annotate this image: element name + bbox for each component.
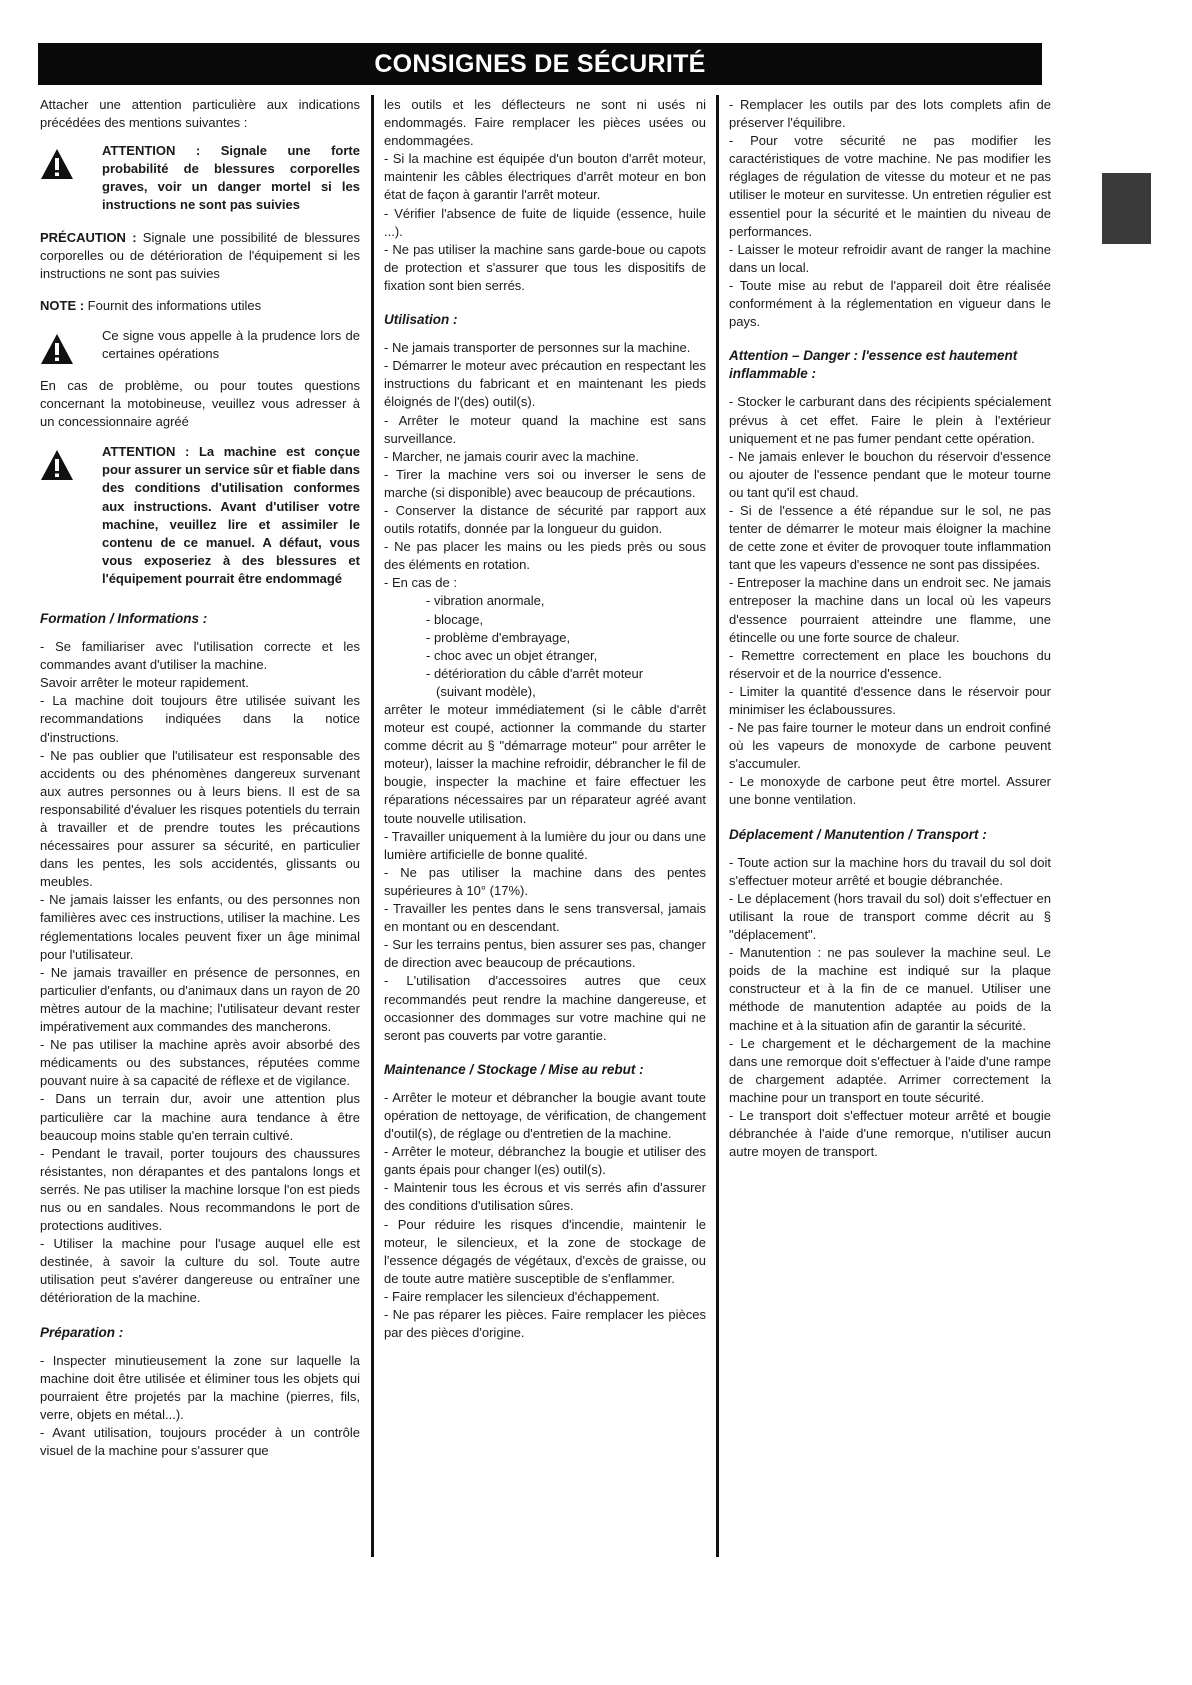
column-divider-1 xyxy=(371,95,374,1557)
paragraph: - Limiter la quantité d'essence dans le réservoir pour minimiser les éclaboussures. xyxy=(729,683,1051,717)
paragraph: - Travailler uniquement à la lumière du jour ou dans une lumière artificielle de bonne qualité. xyxy=(384,828,706,862)
paragraph: arrêter le moteur immédiatement (si le câble d'arrêt moteur est coupé, actionner la commande du starter comme décrit au § "démarrage moteur" pour arrêter le moteur), laisser la machine refroidir, débrancher le fil de bougie, inspecter la machine et faire effectuer les réparations nécessaires par un réparateur agréé avant toute nouvelle utilisation. xyxy=(384,702,706,826)
list-item: - blocage, xyxy=(426,611,484,627)
precaution-text: Signale une possibilité de blessures corporelles ou de détérioration de l'équipement si les instructions ne sont pas suivies xyxy=(40,229,360,281)
list-item: - choc avec un objet étranger, xyxy=(426,647,598,663)
heading-danger: Attention – Danger : l'essence est hautement inflammable : xyxy=(729,348,1018,382)
paragraph: - Maintenir tous les écrous et vis serrés afin d'assurer des conditions d'utilisation sûres. xyxy=(384,1180,706,1214)
paragraph: - Si la machine est équipée d'un bouton d'arrêt moteur, maintenir les câbles électriques d'arrêt moteur en bon état de façon à garantir l'arrêt moteur. xyxy=(384,151,706,203)
paragraph: - Le déplacement (hors travail du sol) doit s'effectuer en utilisant la roue de transport comme décrit au § "déplacement". xyxy=(729,890,1051,943)
precaution-label: PRÉCAUTION : xyxy=(40,229,137,245)
precaution-paragraph xyxy=(40,229,360,283)
note-paragraph xyxy=(40,297,360,315)
intro-text: Attacher une attention particulière aux indications précédées des mentions suivantes : xyxy=(40,97,360,131)
paragraph: - Stocker le carburant dans des récipients spécialement prévus à cet effet. Faire le plein à l'extérieur uniquement et ne pas fumer pendant cette opération. xyxy=(729,394,1051,446)
side-tab-marker xyxy=(1102,173,1151,244)
paragraph: - Dans un terrain dur, avoir une attention plus particulière car la machine aura tendance à être beaucoup moins stable qu'en terrain cultivé. xyxy=(40,1091,360,1143)
paragraph: - La machine doit toujours être utilisée suivant les recommandations indiquées dans la notice d'instructions. xyxy=(40,693,360,745)
paragraph: - Toute mise au rebut de l'appareil doit être réalisée conformément à la réglementation en vigueur dans le pays. xyxy=(729,277,1051,330)
heading-deplacement: Déplacement / Manutention / Transport : xyxy=(729,826,987,842)
column-1 xyxy=(40,96,360,1460)
paragraph: - Manutention : ne pas soulever la machine seul. Le poids de la machine est indiqué sur la plaque constructeur et à la fin de ce manuel. Utiliser une méthode de manutention adaptée au poids de la machine et à la situation afin de garantir la sécurité. xyxy=(729,945,1051,1033)
caution-box xyxy=(40,327,360,365)
paragraph: - Ne jamais transporter de personnes sur la machine. xyxy=(384,340,691,356)
paragraph: - Ne pas placer les mains ou les pieds près ou sous des éléments en rotation. xyxy=(384,539,706,573)
paragraph: - Inspecter minutieusement la zone sur laquelle la machine doit être utilisée et éliminer tous les objets qui pourraient être projetés par la machine (pierres, fils, verre, objets en métal...). xyxy=(40,1352,360,1422)
paragraph: - Pour réduire les risques d'incendie, maintenir le moteur, le silencieux, et la zone de stockage de l'essence dégagés de végétaux, d'excès de graisse, ou de toute autre matière susceptible de s'enflammer. xyxy=(384,1216,706,1286)
paragraph: - Remettre correctement en place les bouchons du réservoir et de la nourrice d'essence. xyxy=(729,647,1051,681)
list-item: (suivant modèle), xyxy=(436,683,536,699)
paragraph: Savoir arrêter le moteur rapidement. xyxy=(40,675,249,691)
paragraph: - Ne jamais laisser les enfants, ou des personnes non familières avec ces instructions, utiliser la machine. Les réglementations locales peuvent fixer un âge minimal pour l'utilisateur. xyxy=(40,892,360,962)
paragraph: - Utiliser la machine pour l'usage auquel elle est destinée, à savoir la culture du sol. Toute autre utilisation peut s'avérer dangereuse ou entraîner une détérioration de la machine. xyxy=(40,1236,360,1306)
paragraph: - Le transport doit s'effectuer moteur arrêté et bougie débranchée à l'aide d'une remorque, n'utiliser aucun autre moyen de transport. xyxy=(729,1107,1051,1160)
paragraph: - Arrêter le moteur, débranchez la bougie et utiliser des gants épais pour changer l(es) outil(s). xyxy=(384,1144,706,1178)
attention-box-2 xyxy=(40,443,360,588)
paragraph: - Arrêter le moteur quand la machine est sans surveillance. xyxy=(384,412,706,446)
paragraph: - Avant utilisation, toujours procéder à un contrôle visuel de la machine pour s'assurer que xyxy=(40,1425,360,1459)
paragraph: - Faire remplacer les silencieux d'échappement. xyxy=(384,1288,660,1304)
paragraph: - En cas de : xyxy=(384,575,457,591)
paragraph: - Sur les terrains pentus, bien assurer ses pas, changer de direction avec beaucoup de précautions. xyxy=(384,937,706,971)
heading-preparation: Préparation : xyxy=(40,1324,124,1340)
list-item: - problème d'embrayage, xyxy=(426,629,571,645)
paragraph: - Ne pas utiliser la machine dans des pentes supérieures à 10° (17%). xyxy=(384,864,706,898)
warning-triangle-icon xyxy=(40,449,74,481)
column-3 xyxy=(729,96,1051,1161)
paragraph: - L'utilisation d'accessoires autres que ceux recommandés peut rendre la machine dangereuse, et occasionner des dommages sur votre machine qui ne seront pas couverts par votre garantie. xyxy=(384,973,706,1043)
paragraph: - Le chargement et le déchargement de la machine dans une remorque doit s'effectuer à l'aide d'une rampe de chargement adaptée. Arrimer correctement la machine pour un transport en toute sécurité. xyxy=(729,1035,1051,1105)
paragraph: - Vérifier l'absence de fuite de liquide (essence, huile ...). xyxy=(384,205,706,239)
paragraph: les outils et les déflecteurs ne sont ni usés ni endommagés. Faire remplacer les pièces usées ou endommagées. xyxy=(384,97,706,149)
caution-sign-text: Ce signe vous appelle à la prudence lors de certaines opérations xyxy=(102,327,360,362)
paragraph: - Ne jamais travailler en présence de personnes, en particulier d'enfants, ou d'animaux dans un rayon de 20 mètres autour de la machine; l'utilisateur devant rester impérativement aux commandes des mancherons. xyxy=(40,964,360,1035)
paragraph: - Entreposer la machine dans un endroit sec. Ne jamais entreposer la machine dans un local où les vapeurs d'essence pourraient atteindre une flamme, une étincelle ou une forte source de chaleur. xyxy=(729,575,1051,645)
paragraph: - Pendant le travail, porter toujours des chaussures résistantes, non dérapantes et des pantalons longs et serrés. Ne pas utiliser la machine lorsque l'on est pieds nus ou en sandales. Nous recommandons le port de protections auditives. xyxy=(40,1145,360,1234)
attention-text-1: ATTENTION : Signale une forte probabilité de blessures corporelles graves, voir un danger mortel si les instructions ne sont pas suivies xyxy=(102,143,360,213)
problem-text: En cas de problème, ou pour toutes questions concernant la motobineuse, veuillez vous adresser à un concessionnaire agréé xyxy=(40,377,360,430)
paragraph: - Pour votre sécurité ne pas modifier les caractéristiques de votre machine. Ne pas modifier les réglages de régulation de vitesse du moteur et ne pas utiliser le moteur en survitesse. Un entretien régulier est essentiel pour la sécurité et le maintien du niveau de performances. xyxy=(729,133,1051,239)
heading-maintenance: Maintenance / Stockage / Mise au rebut : xyxy=(384,1061,644,1077)
paragraph: - Remplacer les outils par des lots complets afin de préserver l'équilibre. xyxy=(729,97,1051,131)
note-text: Fournit des informations utiles xyxy=(84,297,262,313)
page-title: CONSIGNES DE SÉCURITÉ xyxy=(38,43,1042,85)
paragraph: - Travailler les pentes dans le sens transversal, jamais en montant ou en descendant. xyxy=(384,901,706,935)
paragraph: - Ne pas faire tourner le moteur dans un endroit confiné où les vapeurs de monoxyde de carbone peuvent s'accumuler. xyxy=(729,720,1051,772)
column-divider-2 xyxy=(716,95,719,1557)
paragraph: - Toute action sur la machine hors du travail du sol doit s'effectuer moteur arrêté et bougie débranchée. xyxy=(729,854,1051,888)
paragraph: - Se familiariser avec l'utilisation correcte et les commandes avant d'utiliser la machine. xyxy=(40,639,360,673)
paragraph: - Marcher, ne jamais courir avec la machine. xyxy=(384,448,640,464)
warning-triangle-icon xyxy=(40,148,74,180)
heading-utilisation: Utilisation : xyxy=(384,312,458,328)
paragraph: - Ne pas réparer les pièces. Faire remplacer les pièces par des pièces d'origine. xyxy=(384,1307,706,1341)
paragraph: - Conserver la distance de sécurité par rapport aux outils rotatifs, donnée par la longueur du guidon. xyxy=(384,502,706,537)
heading-formation: Formation / Informations : xyxy=(40,610,208,626)
warning-triangle-icon xyxy=(40,333,74,365)
column-2 xyxy=(384,96,706,1342)
paragraph: - Ne jamais enlever le bouchon du réservoir d'essence ou ajouter de l'essence pendant que le moteur tourne ou tant qu'il est chaud. xyxy=(729,448,1051,500)
paragraph: - Ne pas utiliser la machine après avoir absorbé des médicaments ou des substances, réputées comme pouvant nuire à sa capacité de réflexe et de vigilance. xyxy=(40,1037,360,1089)
paragraph: - Démarrer le moteur avec précaution en respectant les instructions du fabricant et en maintenant les pieds éloignés de l'(des) outil(s). xyxy=(384,358,706,410)
attention-box-1 xyxy=(40,142,360,214)
paragraph: - Le monoxyde de carbone peut être mortel. Assurer une bonne ventilation. xyxy=(729,774,1051,808)
list-item: - détérioration du câble d'arrêt moteur xyxy=(426,665,644,681)
attention-text-2: ATTENTION : La machine est conçue pour assurer un service sûr et fiable dans des conditions d'utilisation conformes aux instructions. Avant d'utiliser votre machine, veuillez lire et assimiler le contenu de ce manuel. A défaut, vous vous exposeriez à des blessures et l'équipement pourrait être endommagé xyxy=(102,444,360,586)
paragraph: - Laisser le moteur refroidir avant de ranger la machine dans un local. xyxy=(729,241,1051,275)
paragraph: - Arrêter le moteur et débrancher la bougie avant toute opération de nettoyage, de vérification, de changement d'outil(s), de réglage ou d'entretien de la machine. xyxy=(384,1089,706,1142)
paragraph: - Ne pas utiliser la machine sans garde-boue ou capots de protection et s'assurer que tous les dispositifs de fixation sont bien serrés. xyxy=(384,241,706,293)
paragraph: - Ne pas oublier que l'utilisateur est responsable des accidents ou des phénomènes dangereux survenant aux autres personnes ou à leurs biens. Il est de sa responsabilité d'évaluer les risques potentiels du terrain à travailler et de prendre toutes les précautions nécessaires pour assurer sa sécurité, en particulier dans les pentes, les sols accidentés, glissants ou meubles. xyxy=(40,747,360,890)
paragraph: - Tirer la machine vers soi ou inverser le sens de marche (si disponible) avec beaucoup de précautions. xyxy=(384,466,706,500)
note-label: NOTE : xyxy=(40,297,85,313)
paragraph: - Si de l'essence a été répandue sur le sol, ne pas tenter de démarrer le moteur mais éloigner la machine de cette zone et éviter de provoquer toute inflammation tant que les vapeurs d'essence ne sont pas dissipées. xyxy=(729,502,1051,573)
list-item: - vibration anormale, xyxy=(426,593,545,609)
